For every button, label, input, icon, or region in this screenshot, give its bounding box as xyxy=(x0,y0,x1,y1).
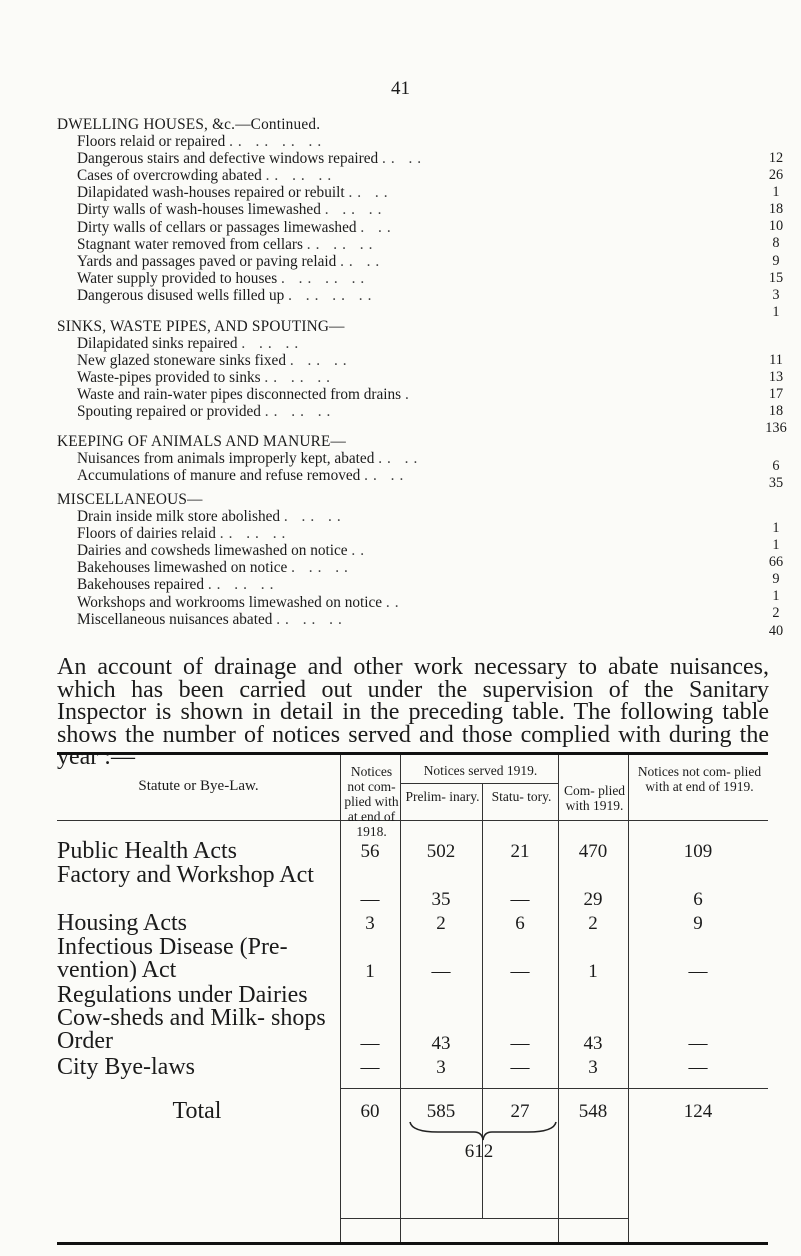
cell-value: 3 xyxy=(436,1057,446,1078)
item-label: Floors relaid or repaired xyxy=(77,133,226,151)
list-item: Dangerous disused wells filled up . .. .. .. xyxy=(77,286,377,304)
cell-value: 43 xyxy=(583,1033,603,1054)
cell-value: — xyxy=(510,961,530,982)
header-statutory: Statu- tory. xyxy=(491,789,552,804)
cell-value: 9 xyxy=(693,913,703,934)
values-column xyxy=(758,352,794,437)
row-label: Public Health Acts xyxy=(57,838,237,864)
cell-value: 1 xyxy=(365,961,375,982)
item-label: Dangerous disused wells filled up xyxy=(77,286,285,304)
item-value: 18 xyxy=(768,403,784,420)
table-top-rule xyxy=(57,752,768,755)
section-heading: SINKS, WASTE PIPES, AND SPOUTING— xyxy=(57,318,345,335)
item-label: Waste and rain-water pipes disconnected from drains xyxy=(77,386,402,404)
cell-value: 35 xyxy=(431,889,451,910)
item-label: Accumulations of manure and refuse removed xyxy=(77,467,361,485)
cell-value: — xyxy=(360,889,380,910)
list-item: Yards and passages paved or paving relaid .. .. xyxy=(77,252,385,270)
item-value: 40 xyxy=(768,622,784,639)
list-item: Spouting repaired or provided .. .. .. xyxy=(77,403,336,421)
header-preliminary: Prelim- inary. xyxy=(405,789,480,804)
cell-value: — xyxy=(688,1057,708,1078)
item-label: Dilapidated sinks repaired xyxy=(77,335,238,353)
item-label: Nuisances from animals improperly kept, abated xyxy=(77,450,375,468)
item-label: Miscellaneous nuisances abated xyxy=(77,610,273,628)
cell-value: 2 xyxy=(436,913,446,934)
section-animals-manure xyxy=(57,433,657,484)
row-label: Housing Acts xyxy=(57,910,188,936)
row-label: City Bye-laws xyxy=(57,1054,195,1080)
section-dwelling-houses xyxy=(57,116,657,304)
list-item: Dilapidated wash-houses repaired or rebuilt .. .. xyxy=(77,184,393,202)
item-label: Bakehouses limewashed on notice xyxy=(77,559,288,577)
item-label: Waste-pipes provided to sinks xyxy=(77,369,261,387)
list-item: New glazed stoneware sinks fixed . .. .. xyxy=(77,352,352,370)
item-label: Bakehouses repaired xyxy=(77,576,204,594)
list-item: Dirty walls of wash-houses limewashed . .. .. xyxy=(77,201,387,219)
item-value: 66 xyxy=(768,554,784,571)
total-rule xyxy=(340,1088,768,1089)
cell-value: 56 xyxy=(360,841,380,862)
section-heading: DWELLING HOUSES, &c.—Continued. xyxy=(57,116,321,133)
values-column xyxy=(758,458,794,492)
cell-value: 470 xyxy=(578,841,608,862)
item-value: 9 xyxy=(772,571,780,588)
cell-value: 502 xyxy=(426,841,456,862)
col-divider xyxy=(400,755,401,1242)
header-not-complied-1919: Notices not com- plied with at end of 1919. xyxy=(637,764,762,794)
item-label: Drain inside milk store abolished xyxy=(77,508,281,526)
item-label: Dirty walls of wash-houses limewashed xyxy=(77,201,321,219)
item-label: Workshops and workrooms limewashed on notice xyxy=(77,593,383,611)
list-item: Nuisances from animals improperly kept, abated .. .. xyxy=(77,450,423,468)
cell-value: 43 xyxy=(431,1033,451,1054)
item-value: 1 xyxy=(772,184,780,201)
cell-value: 2 xyxy=(588,913,598,934)
col-divider xyxy=(558,755,559,1242)
row-label: Factory and Workshop Act xyxy=(57,862,314,888)
cell-value: 3 xyxy=(588,1057,598,1078)
item-label: Dairies and cowsheds limewashed on notice xyxy=(77,542,348,560)
section-heading: KEEPING OF ANIMALS AND MANURE— xyxy=(57,433,347,450)
cell-value: — xyxy=(510,1033,530,1054)
brace-icon xyxy=(408,1120,558,1142)
item-label: Dangerous stairs and defective windows repaired xyxy=(77,150,379,168)
cell-value: — xyxy=(431,961,451,982)
item-value: 13 xyxy=(768,369,784,386)
item-value: 12 xyxy=(768,150,784,166)
item-value: 18 xyxy=(768,201,784,218)
cell-value: 109 xyxy=(683,841,713,862)
col-divider xyxy=(340,755,341,1242)
list-item: Dairies and cowsheds limewashed on notice .. xyxy=(77,542,370,560)
total-value: 548 xyxy=(578,1101,608,1122)
item-label: Stagnant water removed from cellars xyxy=(77,235,303,253)
item-label: Water supply provided to houses xyxy=(77,269,278,287)
total-top-rule xyxy=(340,1218,628,1219)
list-item: Floors relaid or repaired .. .. .. .. xyxy=(77,133,327,151)
cell-value: — xyxy=(688,961,708,982)
section-heading: MISCELLANEOUS— xyxy=(57,491,203,508)
list-item: Bakehouses limewashed on notice . .. .. xyxy=(77,559,353,577)
cell-value: — xyxy=(360,1057,380,1078)
item-label: Floors of dairies relaid xyxy=(77,525,216,543)
cell-value: — xyxy=(510,1057,530,1078)
item-value: 8 xyxy=(772,235,780,252)
list-item: Dilapidated sinks repaired . .. .. xyxy=(77,335,304,353)
list-item: Waste and rain-water pipes disconnected from drains . xyxy=(77,386,414,404)
cell-value: 6 xyxy=(693,889,703,910)
row-label: Regulations under Dairies Cow-sheds and Milk- shops Order xyxy=(57,982,326,1054)
list-item: Dirty walls of cellars or passages limewashed . .. xyxy=(77,218,396,236)
col-divider xyxy=(628,755,629,1242)
item-value: 10 xyxy=(768,218,784,235)
total-combined: 612 xyxy=(464,1141,494,1162)
table-header-rule xyxy=(57,820,768,821)
item-value: 9 xyxy=(772,252,780,269)
section-miscellaneous xyxy=(57,491,657,628)
item-value: 17 xyxy=(768,386,784,403)
values-column xyxy=(758,150,794,321)
item-label: Spouting repaired or provided xyxy=(77,403,261,421)
item-label: New glazed stoneware sinks fixed xyxy=(77,352,286,370)
header-served-group: Notices served 1919. xyxy=(423,763,538,778)
item-value: 11 xyxy=(769,352,783,368)
item-value: 26 xyxy=(768,167,784,184)
paragraph-text: An account of drainage and other work necessary to abate nuisances, which has been carried out under the supervision of the Sanitary Inspector is shown in detail in the preceding table. The following table shows the number of notices served and those complied with during the year :— xyxy=(57,654,769,770)
cell-value: 1 xyxy=(588,961,598,982)
item-value: 1 xyxy=(772,537,780,554)
cell-value: — xyxy=(360,1033,380,1054)
item-value: 35 xyxy=(768,475,784,492)
item-value: 15 xyxy=(768,269,784,286)
row-label: Infectious Disease (Pre- vention) Act xyxy=(57,934,288,983)
total-label: Total xyxy=(172,1098,222,1124)
list-item: Accumulations of manure and refuse removed .. .. xyxy=(77,467,409,485)
item-label: Dirty walls of cellars or passages limewashed xyxy=(77,218,357,236)
item-value: 2 xyxy=(772,605,780,622)
total-value: 585 xyxy=(426,1101,456,1122)
list-item: Water supply provided to houses . .. .. .. xyxy=(77,269,370,287)
item-value: 6 xyxy=(772,458,780,474)
cell-value: 21 xyxy=(510,841,530,862)
page-number: 41 xyxy=(391,78,410,99)
list-item: Drain inside milk store abolished . .. .. xyxy=(77,508,346,526)
list-item: Floors of dairies relaid .. .. .. xyxy=(77,525,291,543)
cell-value: 29 xyxy=(583,889,603,910)
header-complied: Com- plied with 1919. xyxy=(563,783,626,813)
cell-value: 3 xyxy=(365,913,375,934)
total-value: 27 xyxy=(510,1101,530,1122)
list-item: Cases of overcrowding abated .. .. .. xyxy=(77,167,337,185)
item-label: Cases of overcrowding abated xyxy=(77,167,262,185)
cell-value: — xyxy=(510,889,530,910)
values-column xyxy=(758,520,794,640)
list-item: Bakehouses repaired .. .. .. xyxy=(77,576,279,594)
served-subheader-rule xyxy=(400,783,558,784)
item-value: 1 xyxy=(772,588,780,605)
total-value: 60 xyxy=(360,1101,380,1122)
table-bottom-rule xyxy=(57,1242,768,1245)
item-label: Dilapidated wash-houses repaired or rebuilt xyxy=(77,184,345,202)
header-not-complied-1918: Notices not com- plied with at end of 1918. xyxy=(344,764,399,839)
total-value: 124 xyxy=(683,1101,713,1122)
item-value: 3 xyxy=(772,286,780,303)
list-item: Waste-pipes provided to sinks .. .. .. xyxy=(77,369,335,387)
cell-value: 6 xyxy=(515,913,525,934)
item-value: 1 xyxy=(772,303,780,320)
cell-value: — xyxy=(688,1033,708,1054)
item-label: Yards and passages paved or paving relaid xyxy=(77,252,337,270)
item-value: 136 xyxy=(765,420,787,437)
list-item: Stagnant water removed from cellars .. .. .. xyxy=(77,235,378,253)
list-item: Dangerous stairs and defective windows repaired .. .. xyxy=(77,150,427,168)
item-value: 1 xyxy=(772,520,780,536)
section-sinks xyxy=(57,318,657,421)
list-item: Workshops and workrooms limewashed on notice .. xyxy=(77,593,404,611)
header-statute: Statute or Bye-Law. xyxy=(138,778,259,794)
list-item: Miscellaneous nuisances abated .. .. .. xyxy=(77,610,347,628)
